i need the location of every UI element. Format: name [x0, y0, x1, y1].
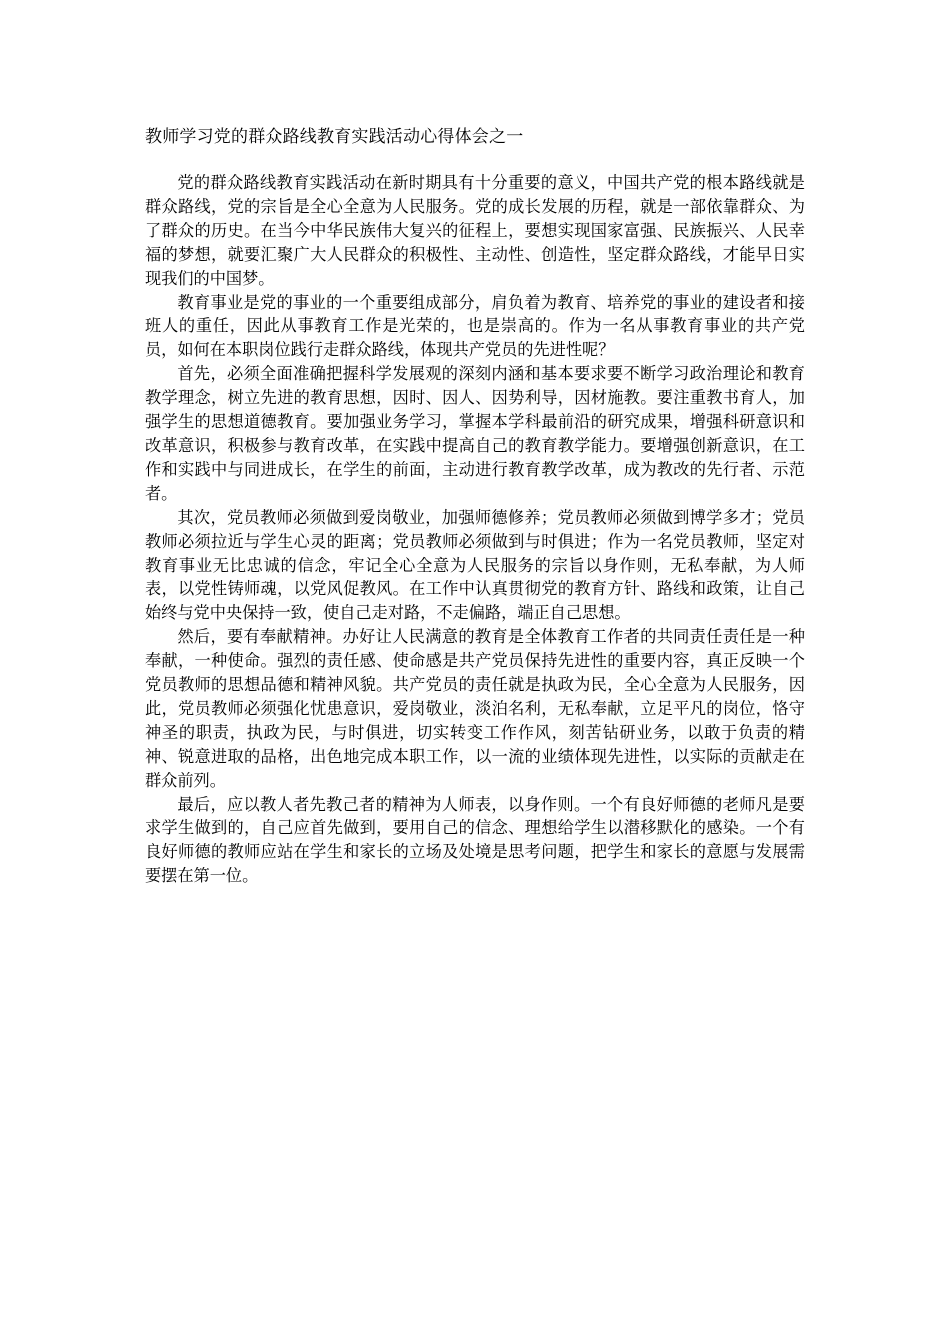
paragraph-4: 其次，党员教师必须做到爱岗敬业，加强师德修养；党员教师必须做到博学多才；党员教师必须拉近与学生心灵的距离；党员教师必须做到与时俱进；作为一名党员教师，坚定对教育事业无比忠诚的信念，牢记全心全意为人民服务的宗旨以身作则，无私奉献，为人师表，以党性铸师魂，以党风促教风。在工作中认真贯彻党的教育方针、路线和政策，让自己始终与党中央保持一致，使自己走对路，不走偏路，端正自己思想。 — [145, 507, 805, 623]
paragraph-6: 最后，应以教人者先教己者的精神为人师表，以身作则。一个有良好师德的老师凡是要求学生做到的，自己应首先做到，要用自己的信念、理想给学生以潜移默化的感染。一个有良好师德的教师应站在学生和家长的立场及处境是思考问题，把学生和家长的意愿与发展需要摆在第一位。 — [145, 794, 805, 886]
paragraph-5: 然后，要有奉献精神。办好让人民满意的教育是全体教育工作者的共同责任责任是一种奉献，一种使命。强烈的责任感、使命感是共产党员保持先进性的重要内容，真正反映一个党员教师的思想品德和精神风貌。共产党员的责任就是执政为民，全心全意为人民服务，因此，党员教师必须强化忧患意识，爱岗敬业，淡泊名利，无私奉献，立足平凡的岗位，恪守神圣的职责，执政为民，与时俱进，切实转变工作作风，刻苦钻研业务，以敢于负责的精神、锐意进取的品格，出色地完成本职工作，以一流的业绩体现先进性，以实际的贡献走在群众前列。 — [145, 627, 805, 790]
document-title: 教师学习党的群众路线教育实践活动心得体会之一 — [145, 127, 524, 147]
document-body — [145, 171, 805, 888]
paragraph-3: 首先，必须全面准确把握科学发展观的深刻内涵和基本要求要不断学习政治理论和教育教学理念，树立先进的教育思想，因时、因人、因势利导，因材施教。要注重教书育人，加强学生的思想道德教育。要加强业务学习，掌握本学科最前沿的研究成果，增强科研意识和改革意识，积极参与教育改革，在实践中提高自己的教育教学能力。要增强创新意识，在工作和实践中与同进成长，在学生的前面，主动进行教育教学改革，成为教改的先行者、示范者。 — [145, 364, 805, 503]
document-page — [145, 125, 805, 888]
paragraph-1: 党的群众路线教育实践活动在新时期具有十分重要的意义，中国共产党的根本路线就是群众路线，党的宗旨是全心全意为人民服务。党的成长发展的历程，就是一部依靠群众、为了群众的历史。在当今中华民族伟大复兴的征程上，要想实现国家富强、民族振兴、人民幸福的梦想，就要汇聚广大人民群众的积极性、主动性、创造性，坚定群众路线，才能早日实现我们的中国梦。 — [145, 173, 805, 288]
paragraph-2: 教育事业是党的事业的一个重要组成部分，肩负着为教育、培养党的事业的建设者和接班人的重任，因此从事教育工作是光荣的，也是崇高的。作为一名从事教育事业的共产党员，如何在本职岗位践行走群众路线，体现共产党员的先进性呢？ — [145, 292, 805, 360]
